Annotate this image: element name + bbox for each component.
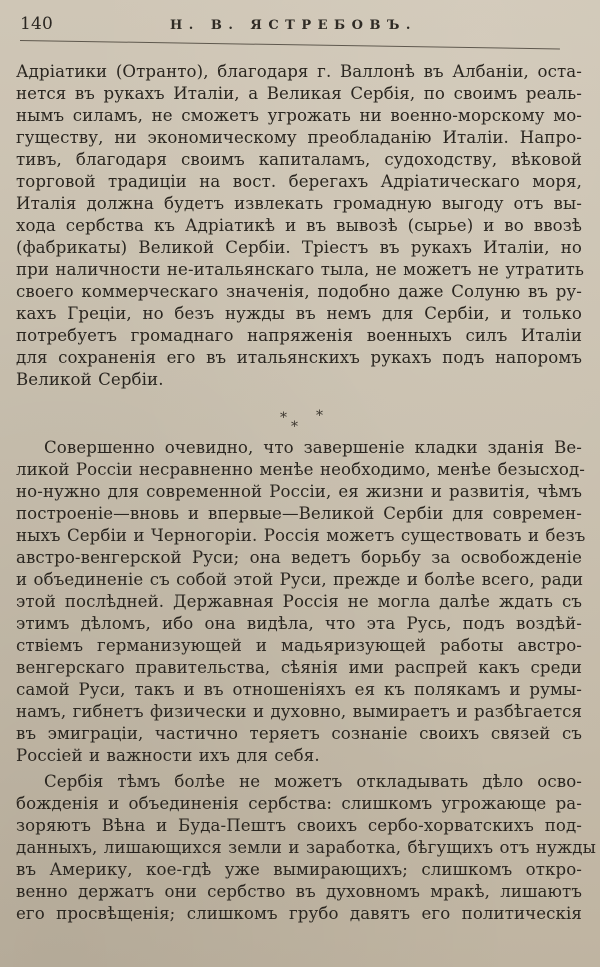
text-line: венгерскаго правительства, сѣянія ими распрей какъ среди xyxy=(16,658,582,677)
text-line: намъ, гибнетъ физически и духовно, вымираетъ и разбѣгается xyxy=(16,702,583,721)
section-separator-asterisks xyxy=(16,391,582,437)
text-line: данныхъ, лишающихся земли и заработка, бѣгущихъ отъ нужды xyxy=(16,838,596,857)
text-line: ствіемъ германизующей и мадьяризующей работы австро- xyxy=(16,636,582,655)
text-line: потребуетъ громаднаго напряженія военныхъ силъ Италіи xyxy=(16,326,582,345)
text-line: ныхъ Сербіи и Черногоріи. Россія можетъ существовать и безъ xyxy=(16,526,586,545)
text-line: австро-венгерской Руси; она ведетъ борьбу за освобожденіе xyxy=(16,548,582,567)
text-line: зоряютъ Вѣна и Буда-Пештъ своихъ сербо-хорватскихъ под- xyxy=(16,816,582,835)
text-line: при наличности не-итальянскаго тыла, не можетъ не утратить xyxy=(16,260,585,279)
text-line: и объединеніе съ собой этой Руси, прежде и болѣе всего, ради xyxy=(16,570,584,589)
text-line: построеніе—вновь и впервые—Великой Сербіи для современ- xyxy=(16,504,582,523)
text-line: венно держатъ они сербство въ духовномъ мракѣ, лишаютъ xyxy=(16,882,582,901)
page-header xyxy=(20,12,580,42)
page-number: 140 xyxy=(20,14,54,34)
text-line: Адріатики (Отранто), благодаря г. Валлонѣ въ Албаніи, оста- xyxy=(16,62,582,81)
text-line: этимъ дѣломъ, ибо она видѣла, что эта Русь, подъ воздѣй- xyxy=(16,614,582,633)
text-line: (фабрикаты) Великой Сербіи. Тріестъ въ рукахъ Италіи, но xyxy=(16,238,582,257)
running-head-author: Н. В. ЯСТРЕБОВЪ. xyxy=(170,18,417,33)
paragraph-1 xyxy=(16,61,585,391)
text-line: въ эмиграціи, частично теряетъ сознаніе своихъ связей съ xyxy=(16,724,582,743)
text-line: въ Америку, кое-гдѣ уже вымирающихъ; слишкомъ откро- xyxy=(16,860,582,879)
text-line: самой Руси, такъ и въ отношеніяхъ ея къ полякамъ и румы- xyxy=(16,680,582,699)
text-line: его просвѣщенія; слишкомъ грубо давятъ его политическія xyxy=(16,904,582,923)
text-line: Совершенно очевидно, что завершеніе кладки зданія Ве- xyxy=(44,438,582,457)
text-line: торговой традиціи на вост. берегахъ Адріатическаго моря, xyxy=(16,172,582,191)
text-line: нымъ силамъ, не сможетъ угрожать ни военно-морскому мо- xyxy=(16,106,582,125)
paragraph-2 xyxy=(16,437,586,767)
asterisk-icon: * xyxy=(291,419,299,435)
asterisk-icon: * xyxy=(280,410,288,426)
body-text xyxy=(16,61,596,925)
text-line: Италія должна будетъ извлекать громадную выгоду отъ вы- xyxy=(16,194,582,213)
text-line: Сербія тѣмъ болѣе не можетъ откладывать дѣло осво- xyxy=(44,772,582,791)
text-line: но-нужно для современной Россіи, ея жизни и развитія, чѣмъ xyxy=(16,482,582,501)
text-line: этой послѣдней. Державная Россія не могла далѣе ждать съ xyxy=(16,592,582,611)
text-line: для сохраненія его въ итальянскихъ рукахъ подъ напоромъ xyxy=(16,348,582,367)
text-line: тивъ, благодаря своимъ капиталамъ, судоходству, вѣковой xyxy=(16,150,582,169)
text-line: нется въ рукахъ Италіи, а Великая Сербія, по своимъ реаль- xyxy=(16,84,582,103)
asterisk-icon: * xyxy=(316,408,324,424)
text-line: кахъ Греціи, но безъ нужды въ немъ для Сербіи, и только xyxy=(16,304,582,323)
text-line: Россіей и важности ихъ для себя. xyxy=(16,746,320,765)
text-line: хода сербства къ Адріатикѣ и въ вывозѣ (сырье) и во ввозѣ xyxy=(16,216,582,235)
text-line: своего коммерческаго значенія, подобно даже Солуню въ ру- xyxy=(16,282,582,301)
text-line: ликой Россіи несравненно менѣе необходимо, менѣе безысход- xyxy=(16,460,586,479)
text-line: гуществу, ни экономическому преобладанію Италіи. Напро- xyxy=(16,128,582,147)
paragraph-3 xyxy=(16,771,596,925)
text-line: божденія и объединенія сербства: слишкомъ угрожающе ра- xyxy=(16,794,582,813)
text-line: Великой Сербіи. xyxy=(16,370,164,389)
